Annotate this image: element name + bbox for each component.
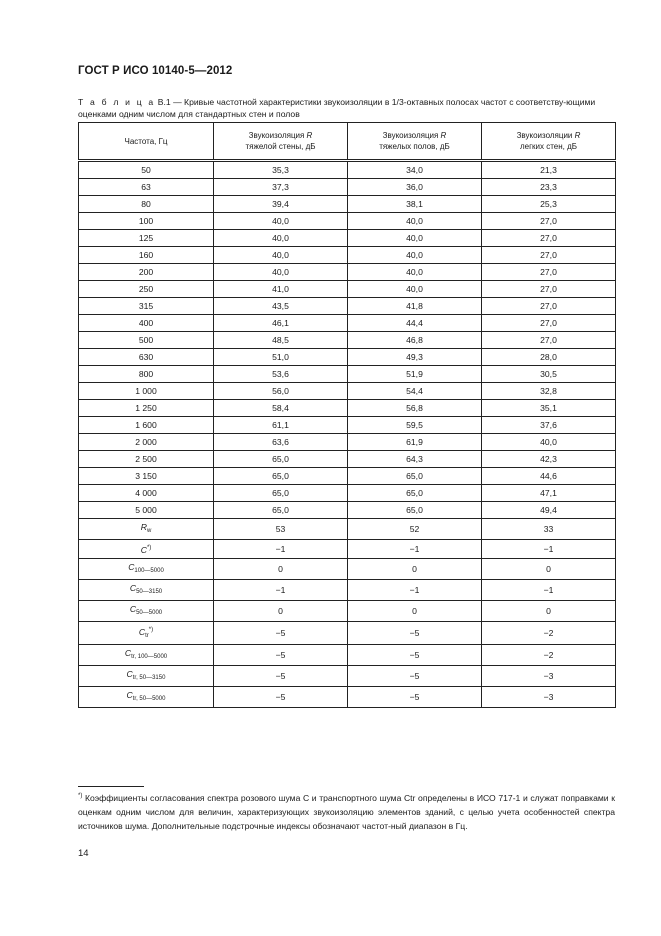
index-symbol: C bbox=[126, 669, 133, 679]
light-wall-cell: 21,3 bbox=[482, 162, 616, 179]
heavy-wall-cell: 63,6 bbox=[214, 434, 348, 451]
index-symbol: R bbox=[140, 522, 147, 532]
heavy-wall-cell: 65,0 bbox=[214, 502, 348, 519]
light-wall-cell: 33 bbox=[482, 519, 616, 540]
light-wall-cell: 27,0 bbox=[482, 281, 616, 298]
table-row bbox=[79, 502, 616, 519]
frequency-cell: 400 bbox=[79, 315, 214, 332]
index-symbol: C bbox=[124, 648, 132, 658]
heavy-floor-cell: 44,4 bbox=[348, 315, 482, 332]
table-row bbox=[79, 196, 616, 213]
light-wall-cell: 23,3 bbox=[482, 179, 616, 196]
table-row bbox=[79, 485, 616, 502]
index-subscript: tr bbox=[145, 633, 149, 639]
light-wall-cell: −2 bbox=[482, 622, 616, 645]
index-symbol-cell bbox=[79, 687, 214, 708]
index-subscript: w bbox=[146, 528, 152, 534]
frequency-cell: 2 000 bbox=[79, 434, 214, 451]
index-subscript: 100—5000 bbox=[134, 568, 164, 574]
heavy-wall-cell: 51,0 bbox=[214, 349, 348, 366]
index-symbol-cell bbox=[79, 666, 214, 687]
table-caption-label: Т а б л и ц а bbox=[78, 97, 156, 107]
table-row bbox=[79, 264, 616, 281]
light-wall-cell: 27,0 bbox=[482, 264, 616, 281]
heavy-floor-cell: 52 bbox=[348, 519, 482, 540]
heavy-wall-cell: 37,3 bbox=[214, 179, 348, 196]
heavy-floor-cell: 54,4 bbox=[348, 383, 482, 400]
heavy-wall-cell: 65,0 bbox=[214, 485, 348, 502]
frequency-cell: 315 bbox=[79, 298, 214, 315]
heavy-wall-cell: 40,0 bbox=[214, 264, 348, 281]
heavy-wall-cell: 53,6 bbox=[214, 366, 348, 383]
index-subscript: tr, 50—3150 bbox=[132, 675, 166, 681]
heavy-wall-cell: 53 bbox=[214, 519, 348, 540]
light-wall-cell: 0 bbox=[482, 559, 616, 580]
light-wall-cell: 28,0 bbox=[482, 349, 616, 366]
frequency-cell: 1 600 bbox=[79, 417, 214, 434]
table-body bbox=[79, 162, 616, 708]
heavy-wall-cell: 43,5 bbox=[214, 298, 348, 315]
index-symbol-cell bbox=[79, 559, 214, 580]
table-row bbox=[79, 366, 616, 383]
table-row bbox=[79, 179, 616, 196]
frequency-cell: 200 bbox=[79, 264, 214, 281]
frequency-cell: 1 250 bbox=[79, 400, 214, 417]
light-wall-cell: 27,0 bbox=[482, 298, 616, 315]
index-symbol-cell bbox=[79, 645, 214, 666]
heavy-floor-cell: 46,8 bbox=[348, 332, 482, 349]
table-caption bbox=[78, 96, 616, 120]
heavy-wall-cell: 35,3 bbox=[214, 162, 348, 179]
frequency-cell: 2 500 bbox=[79, 451, 214, 468]
footnote-divider bbox=[78, 786, 144, 787]
index-subscript: tr, 50—5000 bbox=[132, 696, 166, 702]
heavy-floor-cell: −5 bbox=[348, 687, 482, 708]
heavy-wall-cell: 0 bbox=[214, 601, 348, 622]
light-wall-cell: 47,1 bbox=[482, 485, 616, 502]
frequency-cell: 160 bbox=[79, 247, 214, 264]
heavy-floor-cell: 41,8 bbox=[348, 298, 482, 315]
index-row bbox=[79, 666, 616, 687]
heavy-wall-cell: −1 bbox=[214, 580, 348, 601]
table-row bbox=[79, 162, 616, 179]
frequency-cell: 100 bbox=[79, 213, 214, 230]
heavy-wall-cell: 40,0 bbox=[214, 247, 348, 264]
heavy-floor-cell: 34,0 bbox=[348, 162, 482, 179]
light-wall-cell: 42,3 bbox=[482, 451, 616, 468]
frequency-cell: 63 bbox=[79, 179, 214, 196]
frequency-cell: 80 bbox=[79, 196, 214, 213]
heavy-floor-cell: −1 bbox=[348, 540, 482, 559]
light-wall-cell: 27,0 bbox=[482, 315, 616, 332]
frequency-cell: 800 bbox=[79, 366, 214, 383]
header-frequency: Частота, Гц bbox=[79, 123, 214, 160]
light-wall-cell: −3 bbox=[482, 666, 616, 687]
heavy-floor-cell: 59,5 bbox=[348, 417, 482, 434]
heavy-floor-cell: −5 bbox=[348, 666, 482, 687]
index-row bbox=[79, 645, 616, 666]
frequency-cell: 250 bbox=[79, 281, 214, 298]
sound-insulation-table bbox=[78, 122, 616, 708]
table-row bbox=[79, 332, 616, 349]
table-row bbox=[79, 383, 616, 400]
index-superscript: *) bbox=[146, 545, 152, 551]
heavy-floor-cell: 65,0 bbox=[348, 502, 482, 519]
table-row bbox=[79, 468, 616, 485]
table-row bbox=[79, 213, 616, 230]
index-symbol-cell bbox=[79, 519, 214, 540]
heavy-floor-cell: 38,1 bbox=[348, 196, 482, 213]
heavy-wall-cell: 65,0 bbox=[214, 468, 348, 485]
index-row bbox=[79, 580, 616, 601]
light-wall-cell: −1 bbox=[482, 580, 616, 601]
table-row bbox=[79, 417, 616, 434]
frequency-cell: 50 bbox=[79, 162, 214, 179]
heavy-wall-cell: 40,0 bbox=[214, 213, 348, 230]
header-heavy-wall: Звукоизоляция R тяжелой стены, дБ bbox=[214, 123, 348, 160]
light-wall-cell: 32,8 bbox=[482, 383, 616, 400]
heavy-floor-cell: 40,0 bbox=[348, 264, 482, 281]
heavy-floor-cell: 51,9 bbox=[348, 366, 482, 383]
light-wall-cell: 0 bbox=[482, 601, 616, 622]
frequency-cell: 3 150 bbox=[79, 468, 214, 485]
footnote-text: Коэффициенты согласования спектра розового шума С и транспортного шума Ctr определены в ИСО 717-1 и служат поправками к оценкам одним числом для величин, характеризующих звукоизоляцию элементов зданий, с целью учета особенностей спектра источников шума. Дополнительные подстрочные индексы обозначают частот-ный диапазон в Гц. bbox=[78, 793, 615, 831]
heavy-floor-cell: 40,0 bbox=[348, 213, 482, 230]
heavy-wall-cell: 48,5 bbox=[214, 332, 348, 349]
light-wall-cell: 44,6 bbox=[482, 468, 616, 485]
light-wall-cell: 27,0 bbox=[482, 230, 616, 247]
table-row bbox=[79, 315, 616, 332]
heavy-floor-cell: −5 bbox=[348, 622, 482, 645]
index-symbol-cell bbox=[79, 622, 214, 645]
index-row bbox=[79, 519, 616, 540]
heavy-wall-cell: 61,1 bbox=[214, 417, 348, 434]
heavy-floor-cell: −5 bbox=[348, 645, 482, 666]
page-number: 14 bbox=[78, 848, 89, 859]
heavy-floor-cell: 40,0 bbox=[348, 281, 482, 298]
header-light-wall: Звукоизоляции R легких стен, дБ bbox=[482, 123, 616, 160]
index-row bbox=[79, 622, 616, 645]
light-wall-cell: 37,6 bbox=[482, 417, 616, 434]
heavy-floor-cell: −1 bbox=[348, 580, 482, 601]
heavy-floor-cell: 65,0 bbox=[348, 485, 482, 502]
heavy-wall-cell: 46,1 bbox=[214, 315, 348, 332]
heavy-floor-cell: 65,0 bbox=[348, 468, 482, 485]
index-symbol-cell bbox=[79, 601, 214, 622]
footnote-mark: *) bbox=[78, 793, 83, 799]
heavy-floor-cell: 0 bbox=[348, 601, 482, 622]
index-symbol-cell bbox=[79, 540, 214, 559]
index-symbol: C bbox=[126, 690, 133, 700]
light-wall-cell: 27,0 bbox=[482, 213, 616, 230]
index-symbol: C bbox=[128, 562, 135, 572]
document-title: ГОСТ Р ИСО 10140-5—2012 bbox=[78, 65, 233, 77]
light-wall-cell: −3 bbox=[482, 687, 616, 708]
heavy-wall-cell: 58,4 bbox=[214, 400, 348, 417]
footnote bbox=[78, 789, 615, 833]
table-row bbox=[79, 349, 616, 366]
heavy-wall-cell: −5 bbox=[214, 645, 348, 666]
heavy-wall-cell: −1 bbox=[214, 540, 348, 559]
table-row bbox=[79, 400, 616, 417]
index-symbol: C bbox=[129, 604, 137, 614]
index-symbol: C bbox=[140, 545, 147, 555]
index-symbol-cell bbox=[79, 580, 214, 601]
heavy-floor-cell: 40,0 bbox=[348, 247, 482, 264]
light-wall-cell: 27,0 bbox=[482, 247, 616, 264]
heavy-floor-cell: 64,3 bbox=[348, 451, 482, 468]
light-wall-cell: 35,1 bbox=[482, 400, 616, 417]
light-wall-cell: −1 bbox=[482, 540, 616, 559]
heavy-wall-cell: 41,0 bbox=[214, 281, 348, 298]
frequency-cell: 1 000 bbox=[79, 383, 214, 400]
index-row bbox=[79, 540, 616, 559]
light-wall-cell: 30,5 bbox=[482, 366, 616, 383]
light-wall-cell: 49,4 bbox=[482, 502, 616, 519]
table-row bbox=[79, 230, 616, 247]
heavy-wall-cell: 56,0 bbox=[214, 383, 348, 400]
index-row bbox=[79, 601, 616, 622]
heavy-wall-cell: −5 bbox=[214, 622, 348, 645]
header-heavy-floor: Звукоизоляция R тяжелых полов, дБ bbox=[348, 123, 482, 160]
table-header-row bbox=[79, 123, 616, 160]
heavy-floor-cell: 61,9 bbox=[348, 434, 482, 451]
heavy-floor-cell: 56,8 bbox=[348, 400, 482, 417]
index-row bbox=[79, 687, 616, 708]
index-subscript: 50—3150 bbox=[136, 589, 163, 595]
table-row bbox=[79, 281, 616, 298]
heavy-floor-cell: 0 bbox=[348, 559, 482, 580]
heavy-wall-cell: 40,0 bbox=[214, 230, 348, 247]
table-row bbox=[79, 247, 616, 264]
index-row bbox=[79, 559, 616, 580]
frequency-cell: 5 000 bbox=[79, 502, 214, 519]
light-wall-cell: −2 bbox=[482, 645, 616, 666]
index-subscript: tr, 100—5000 bbox=[131, 654, 168, 660]
heavy-floor-cell: 49,3 bbox=[348, 349, 482, 366]
heavy-floor-cell: 36,0 bbox=[348, 179, 482, 196]
index-superscript: *) bbox=[148, 627, 154, 633]
heavy-floor-cell: 40,0 bbox=[348, 230, 482, 247]
heavy-wall-cell: −5 bbox=[214, 666, 348, 687]
heavy-wall-cell: −5 bbox=[214, 687, 348, 708]
table-caption-text: В.1 — Кривые частотной характеристики звукоизоляции в 1/3-октавных полосах частот с соответству-ющими оценками одним числом для стандартных стен и полов bbox=[78, 97, 596, 119]
index-subscript: 50—5000 bbox=[136, 610, 163, 616]
heavy-wall-cell: 39,4 bbox=[214, 196, 348, 213]
light-wall-cell: 27,0 bbox=[482, 332, 616, 349]
table-row bbox=[79, 451, 616, 468]
index-symbol: C bbox=[138, 627, 146, 637]
frequency-cell: 500 bbox=[79, 332, 214, 349]
frequency-cell: 4 000 bbox=[79, 485, 214, 502]
heavy-wall-cell: 65,0 bbox=[214, 451, 348, 468]
index-symbol: C bbox=[129, 583, 137, 593]
light-wall-cell: 40,0 bbox=[482, 434, 616, 451]
frequency-cell: 630 bbox=[79, 349, 214, 366]
table-row bbox=[79, 298, 616, 315]
table-row bbox=[79, 434, 616, 451]
light-wall-cell: 25,3 bbox=[482, 196, 616, 213]
heavy-wall-cell: 0 bbox=[214, 559, 348, 580]
frequency-cell: 125 bbox=[79, 230, 214, 247]
